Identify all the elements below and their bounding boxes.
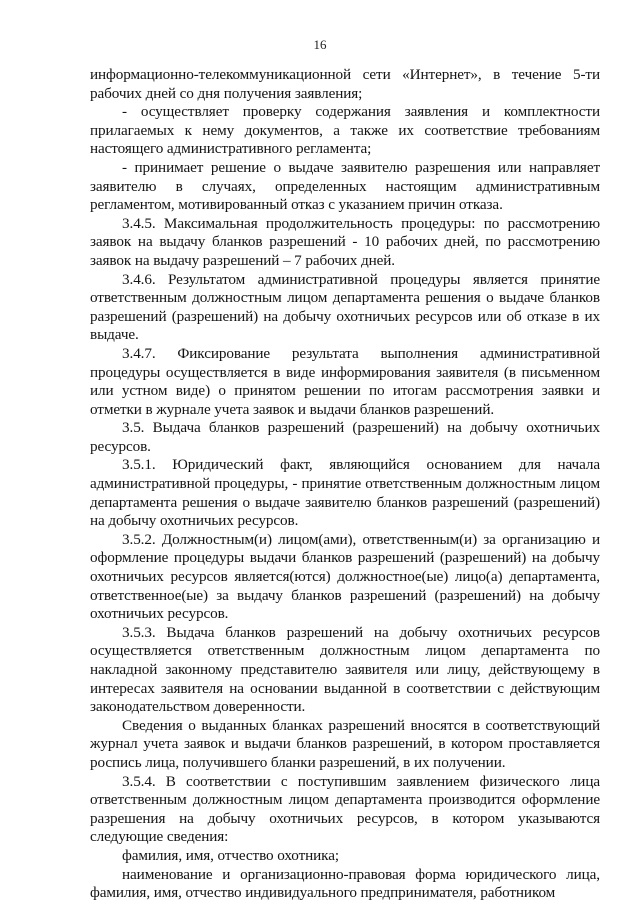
paragraph: 3.5.4. В соответствии с поступившим заявлением физического лица ответственным должностным лицом департамента производится оформление разрешения на добычу охотничьих ресурсов, в котором указываются следующие сведения:	[90, 772, 600, 846]
paragraph: наименование и организационно-правовая форма юридического лица, фамилия, имя, отчество индивидуального предпринимателя, работником	[90, 865, 600, 902]
paragraph: 3.4.6. Результатом административной процедуры является принятие ответственным должностным лицом департамента решения о выдаче бланков разрешений (разрешений) на добычу охотничьих ресурсов или об отказе в их выдаче.	[90, 270, 600, 344]
paragraph: 3.5.3. Выдача бланков разрешений на добычу охотничьих ресурсов осуществляется ответственным должностным лицом департамента по накладной законному представителю заявителя или лицу, действующему в интересах заявителя на основании выданной в соответствии с действующим законодательством доверенности.	[90, 623, 600, 716]
page-number: 16	[313, 37, 327, 52]
paragraph: 3.5.1. Юридический факт, являющийся основанием для начала административной процедуры, - принятие ответственным должностным лицом департамента решения о выдаче заявителю бланков разрешений (разрешений) на добычу охотничьих ресурсов.	[90, 456, 600, 530]
paragraph: 3.5.2. Должностным(и) лицом(ами), ответственным(и) за организацию и оформление процедуры выдачи бланков разрешений (разрешений) на добычу охотничьих ресурсов является(ются) должностное(ые) лицо(а) департамента, ответственное(ые) за выдачу бланков разрешений (разрешений) на добычу охотничьих ресурсов.	[90, 530, 600, 623]
paragraph: информационно-телекоммуникационной сети «Интернет», в течение 5-ти рабочих дней со дня получения заявления;	[90, 66, 600, 102]
paragraph: Сведения о выданных бланках разрешений вносятся в соответствующий журнал учета заявок и выдачи бланков разрешений, в котором проставляется роспись лица, получившего бланки разрешений, в их получении.	[90, 716, 600, 771]
paragraph: - осуществляет проверку содержания заявления и комплектности прилагаемых к нему документов, а также их соответствие требованиям настоящего административного регламента;	[90, 103, 600, 158]
paragraph: фамилия, имя, отчество охотника;	[122, 846, 339, 864]
document-body	[90, 66, 600, 903]
paragraph: 3.4.5. Максимальная продолжительность процедуры: по рассмотрению заявок на выдачу бланков разрешений - 10 рабочих дней, по рассмотрению заявок на выдачу разрешений – 7 рабочих дней.	[90, 214, 600, 269]
paragraph: 3.4.7. Фиксирование результата выполнения административной процедуры осуществляется в виде информирования заявителя (в письменном или устном виде) о принятом решении по итогам рассмотрения заявки и отметки в журнале учета заявок и выдачи бланков разрешений.	[90, 344, 600, 418]
paragraph: - принимает решение о выдаче заявителю разрешения или направляет заявителю в случаях, определенных настоящим административным регламентом, мотивированный отказ с указанием причин отказа.	[90, 158, 600, 214]
paragraph: 3.5. Выдача бланков разрешений (разрешений) на добычу охотничьих ресурсов.	[90, 419, 600, 455]
